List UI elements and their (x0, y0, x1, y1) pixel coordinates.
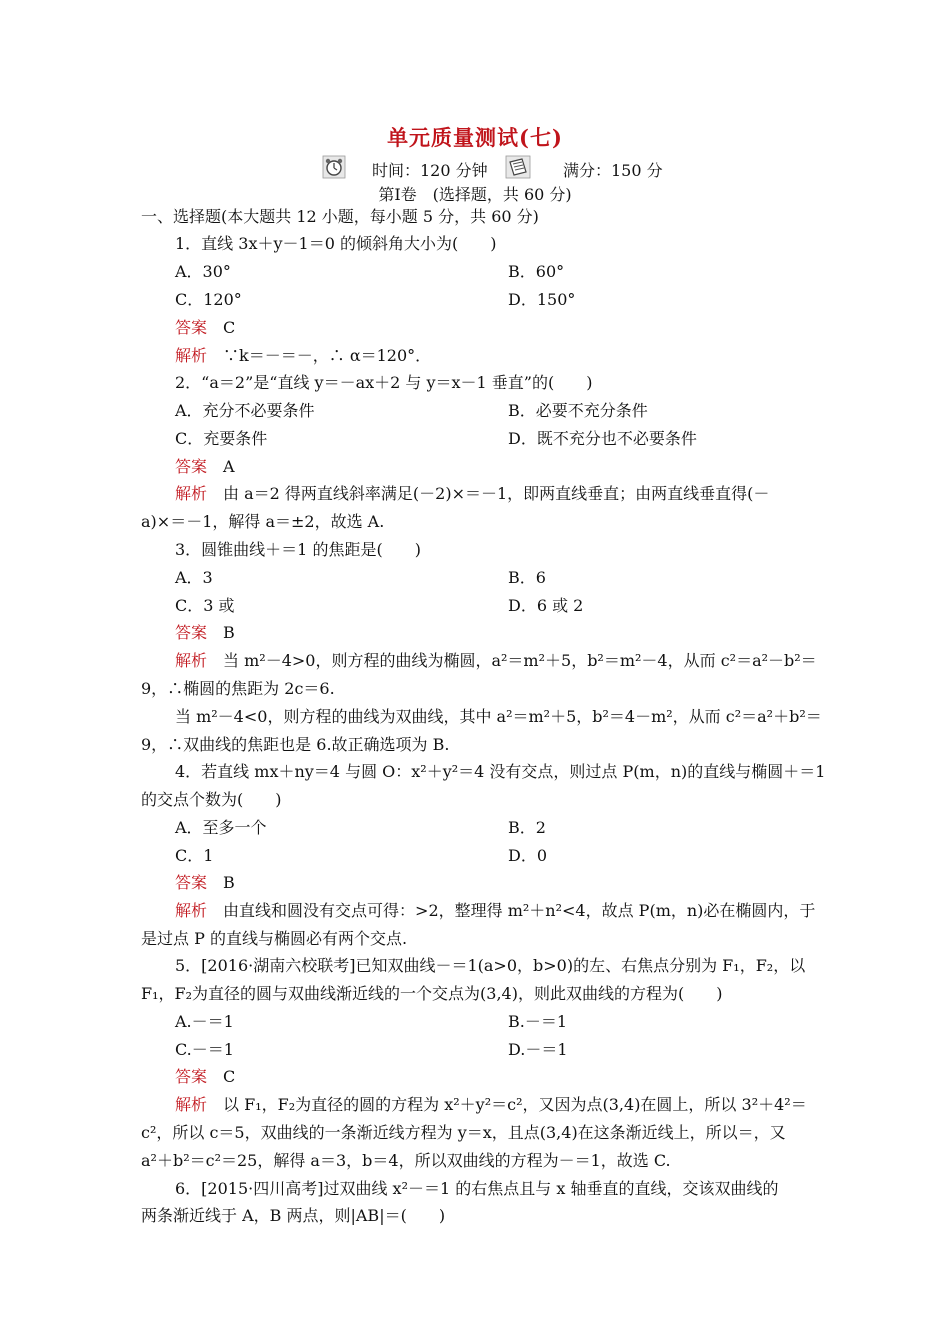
q5-analysis-text-2: c²，所以 c＝5，双曲线的一条渐近线方程为 y＝x，且点(3,4)在这条渐近线上，所以＝，又 (141, 1123, 786, 1142)
q1-option-b: B．60° (508, 262, 565, 281)
q3-analysis (175, 648, 817, 671)
q1-option-c: C．120° (175, 290, 242, 309)
q3-option-d: D．6 或 2 (508, 596, 584, 615)
exam-full-score: 满分：150 分 (563, 161, 663, 180)
q5-stem-1: 5．[2016·湖南六校联考]已知双曲线－＝1(a>0，b>0)的左、右焦点分别为 F₁，F₂，以 (175, 956, 806, 975)
q3-analysis-text-3: 当 m²－4<0，则方程的曲线为双曲线，其中 a²＝m²＋5，b²＝4－m²，从而 c²＝a²＋b²＝ (175, 707, 822, 726)
q2-option-c: C．充要条件 (175, 429, 268, 448)
answer-label: 答案 (175, 623, 208, 642)
answer-label: 答案 (175, 1067, 208, 1086)
answer-label: 答案 (175, 318, 208, 337)
answer-label: 答案 (175, 873, 208, 892)
q4-option-c: C．1 (175, 846, 214, 865)
q2-option-a: A．充分不必要条件 (175, 401, 315, 420)
q1-option-d: D．150° (508, 290, 576, 309)
q4-option-a: A．至多一个 (175, 818, 267, 837)
q2-analysis (175, 481, 769, 504)
q6-stem-2: 两条渐近线于 A，B 两点，则|AB|＝( ) (141, 1206, 446, 1225)
q3-option-b: B．6 (508, 568, 546, 587)
volume-heading: 第Ⅰ卷 (选择题，共 60 分) (378, 185, 572, 204)
q3-analysis-text-1: 当 m²－4>0，则方程的曲线为椭圆，a²＝m²＋5，b²＝m²－4，从而 c²＝a²－b²＝ (223, 651, 817, 670)
q3-answer-value: B (223, 623, 235, 642)
q4-analysis-text-1: 由直线和圆没有交点可得：>2，整理得 m²＋n²<4，故点 P(m，n)必在椭圆内，于 (223, 901, 816, 920)
q2-answer-value: A (223, 457, 235, 476)
q5-analysis (175, 1092, 807, 1115)
analysis-label: 解析 (175, 651, 208, 670)
q3-option-c: C．3 或 (175, 596, 235, 615)
q5-answer (175, 1064, 235, 1087)
q3-analysis-text-4: 9，∴双曲线的焦距也是 6.故正确选项为 B. (141, 735, 450, 754)
q1-analysis-text: ∵k＝－＝－，∴ α＝120°． (223, 346, 432, 365)
q5-option-a: A.－＝1 (175, 1012, 234, 1031)
q6-stem-1: 6．[2015·四川高考]过双曲线 x²－＝1 的右焦点且与 x 轴垂直的直线，交该双曲线的 (175, 1179, 779, 1198)
exam-meta (0, 155, 950, 181)
q5-answer-value: C (223, 1067, 236, 1086)
document-title: 单元质量测试(七) (387, 125, 563, 150)
q5-stem-2: F₁，F₂为直径的圆与双曲线渐近线的一个交点为(3,4)，则此双曲线的方程为( ) (141, 984, 723, 1003)
q1-option-a: A．30° (175, 262, 231, 281)
section-heading: 一、选择题(本大题共 12 小题，每小题 5 分，共 60 分) (141, 207, 539, 226)
answer-label: 答案 (175, 457, 208, 476)
q4-answer-value: B (223, 873, 235, 892)
q3-analysis-text-2: 9，∴椭圆的焦距为 2c＝6. (141, 679, 335, 698)
analysis-label: 解析 (175, 346, 208, 365)
q4-option-d: D．0 (508, 846, 548, 865)
q5-analysis-text-3: a²＋b²＝c²＝25，解得 a＝3，b＝4，所以双曲线的方程为－＝1，故选 C. (141, 1151, 671, 1170)
analysis-label: 解析 (175, 484, 208, 503)
q5-option-d: D.－＝1 (508, 1040, 568, 1059)
alarm-clock-icon (322, 155, 346, 179)
analysis-label: 解析 (175, 1095, 208, 1114)
q1-answer (175, 315, 235, 338)
analysis-label: 解析 (175, 901, 208, 920)
q4-analysis (175, 898, 815, 921)
q2-stem: 2．“a＝2”是“直线 y＝－ax＋2 与 y＝x－1 垂直”的( ) (175, 373, 593, 392)
q2-analysis-text-2: a)×＝－1，解得 a＝±2，故选 A. (141, 512, 385, 531)
q5-analysis-text-1: 以 F₁，F₂为直径的圆的方程为 x²＋y²＝c²，又因为点(3,4)在圆上，所以 3²＋4²＝ (223, 1095, 807, 1114)
q4-option-b: B．2 (508, 818, 546, 837)
q1-analysis (175, 343, 431, 366)
q3-stem: 3．圆锥曲线＋＝1 的焦距是( ) (175, 540, 421, 559)
q4-answer (175, 870, 235, 893)
q2-answer (175, 454, 235, 477)
q4-stem-2: 的交点个数为( ) (141, 790, 282, 809)
q5-option-c: C.－＝1 (175, 1040, 234, 1059)
q1-answer-value: C (223, 318, 236, 337)
q2-option-d: D．既不充分也不必要条件 (508, 429, 697, 448)
q1-stem: 1．直线 3x＋y－1＝0 的倾斜角大小为( ) (175, 234, 497, 253)
q2-analysis-text-1: 由 a＝2 得两直线斜率满足(－2)×＝－1，即两直线垂直；由两直线垂直得(－ (223, 484, 770, 503)
exam-paper-icon (505, 155, 531, 179)
q3-answer (175, 620, 235, 643)
q4-stem-1: 4．若直线 mx＋ny＝4 与圆 O：x²＋y²＝4 没有交点，则过点 P(m，n)的直线与椭圆＋＝1 (175, 762, 826, 781)
exam-time: 时间：120 分钟 (372, 161, 488, 180)
q2-option-b: B．必要不充分条件 (508, 401, 648, 420)
q4-analysis-text-2: 是过点 P 的直线与椭圆必有两个交点. (141, 929, 408, 948)
q5-option-b: B.－＝1 (508, 1012, 568, 1031)
q3-option-a: A．3 (175, 568, 213, 587)
